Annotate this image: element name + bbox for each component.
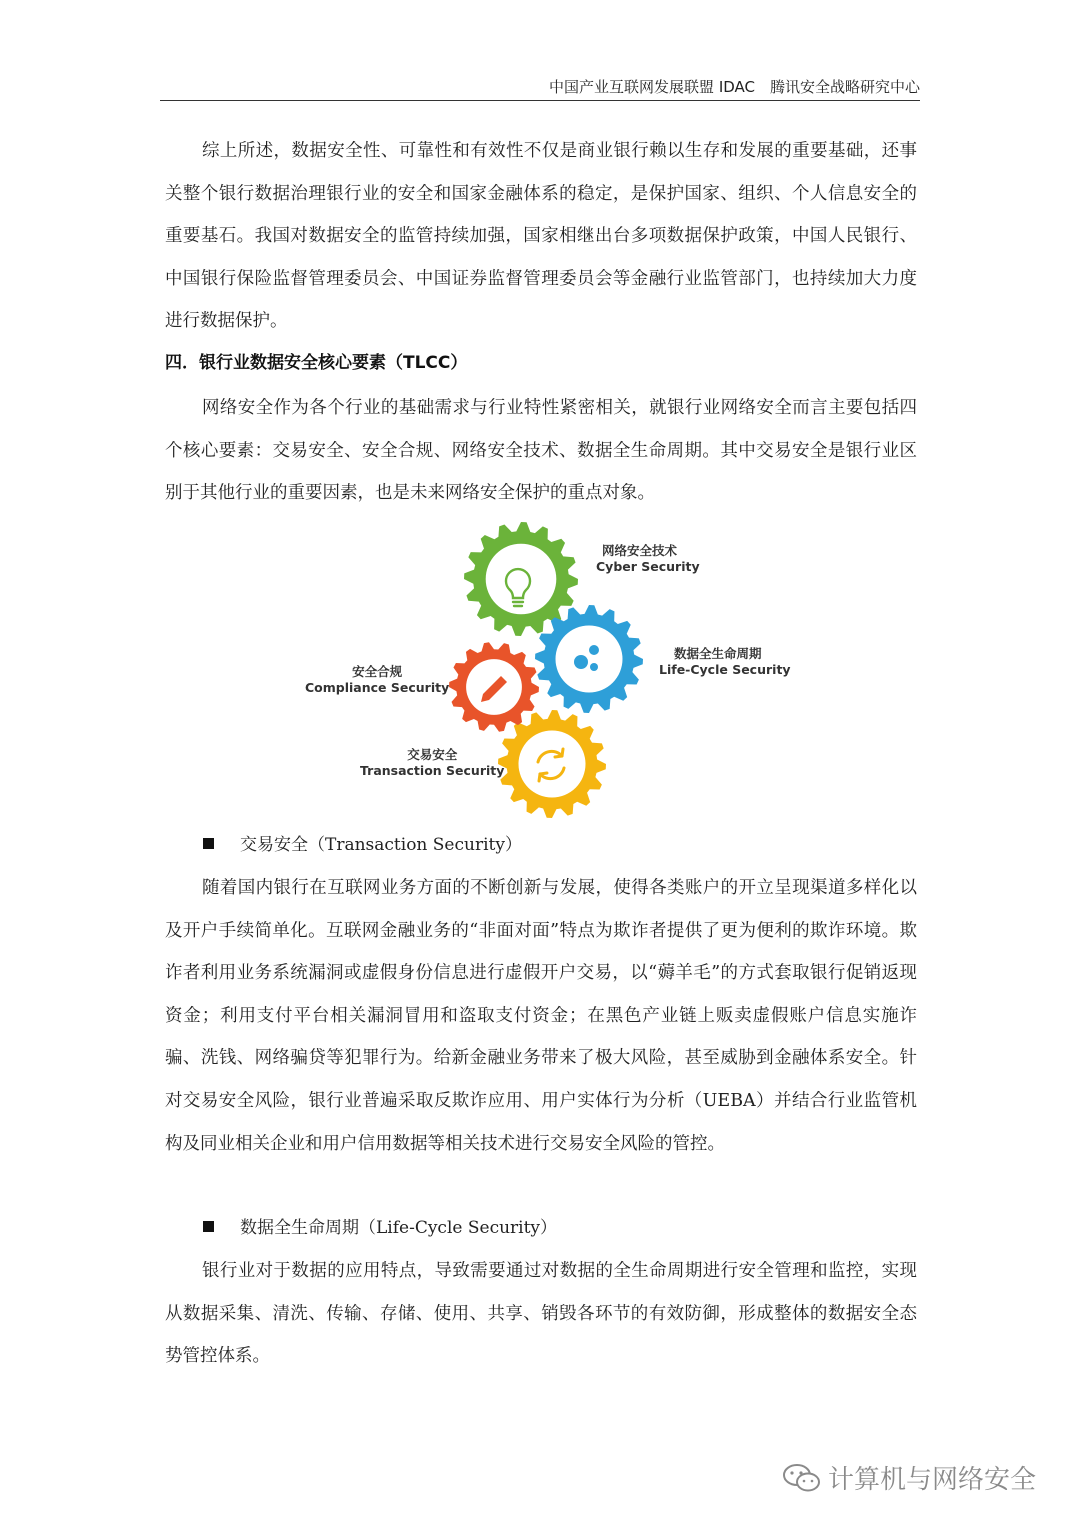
tlcc-gear-figure [300,512,791,822]
paragraph-summary: 综上所述，数据安全性、可靠性和有效性不仅是商业银行赖以生存和发展的重要基础，还事关整个银行数据治理银行业的安全和国家金融体系的稳定，是保护国家、组织、个人信息安全的重要基石。我国对数据安全的监管持续加强，国家相继出台多项数据保护政策，中国人民银行、中国银行保险监督管理委员会、中国证券监督管理委员会等金融行业监管部门，也持续加大力度进行数据保护。 [165,141,917,332]
bullet-square-icon [203,838,214,849]
label-cyber-security: 网络安全技术 Cyber Security [596,543,700,574]
paragraph-core-elements: 网络安全作为各个行业的基础需求与行业特性紧密相关，就银行业网络安全而言主要包括四个核心要素：交易安全、安全合规、网络安全技术、数据全生命周期。其中交易安全是银行业区别于其他行业的重要因素，也是未来网络安全保护的重点对象。 [165,398,917,504]
label-life-cycle-security: 数据全生命周期 Life-Cycle Security [659,646,791,677]
watermark: 计算机与网络安全 [782,1460,1036,1500]
paragraph-transaction-security: 随着国内银行在互联网业务方面的不断创新与发展，使得各类账户的开立呈现渠道多样化以及开户手续简单化。互联网金融业务的“非面对面”特点为欺诈者提供了更为便利的欺诈环境。欺诈者利用业务系统漏洞或虚假身份信息进行虚假开户交易，以“薅羊毛”的方式套取银行促销返现资金；利用支付平台相关漏洞冒用和盗取支付资金；在黑色产业链上贩卖虚假账户信息实施诈骗、洗钱、网络骗贷等犯罪行为。给新金融业务带来了极大风险，甚至威胁到金融体系安全。针对交易安全风险，银行业普遍采取反欺诈应用、用户实体行为分析（UEBA）并结合行业监管机构及同业相关企业和用户信用数据等相关技术进行交易安全风险的管控。 [165,878,917,1154]
label-transaction-security: 交易安全 Transaction Security [360,747,505,778]
paragraph-life-cycle-security: 银行业对于数据的应用特点，导致需要通过对数据的全生命周期进行安全管理和监控，实现从数据采集、清洗、传输、存储、使用、共享、销毁各环节的有效防御，形成整体的数据安全态势管控体系。 [165,1261,917,1367]
bullet-square-icon [203,1221,214,1232]
page-header: 中国产业互联网发展联盟 IDAC 腾讯安全战略研究中心 [549,78,920,96]
gear-transaction [498,710,606,818]
section-heading: 四．银行业数据安全核心要素（TLCC） [165,353,468,373]
header-rule [160,100,920,101]
gear-cyber [464,522,578,636]
gear-lifecycle [535,605,643,713]
wechat-icon [782,1462,822,1494]
bullet-transaction-security: 交易安全（Transaction Security） [203,830,903,860]
label-compliance-security: 安全合规 Compliance Security [305,664,450,695]
gear-cyber-center [486,544,557,615]
gear-lifecycle-center [556,626,623,693]
bullet-life-cycle-security: 数据全生命周期（Life-Cycle Security） [203,1213,903,1243]
gear-transaction-center [519,731,586,798]
